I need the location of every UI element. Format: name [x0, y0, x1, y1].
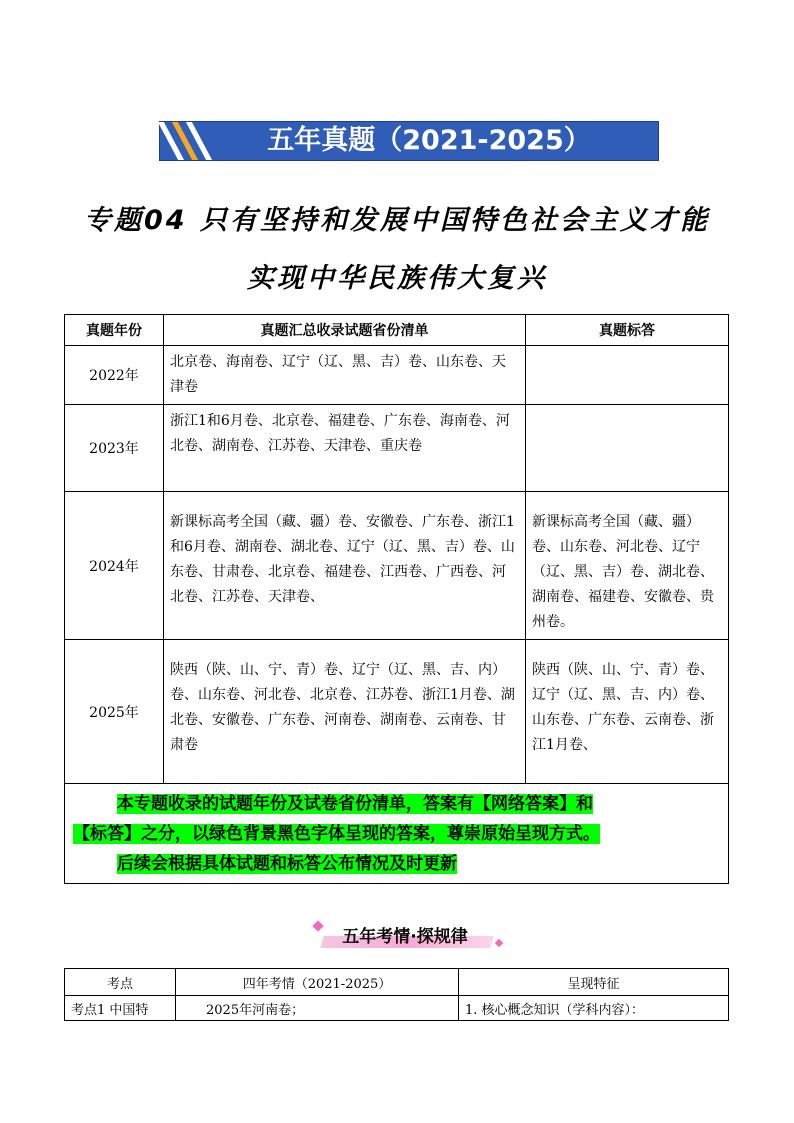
table-header-row [65, 969, 729, 996]
table-row [65, 640, 729, 784]
row-year: 2024年 [65, 492, 164, 640]
section-title: 五年考情·探规律 [342, 927, 468, 947]
row-year: 2025年 [65, 640, 164, 784]
header-feature: 呈现特征 [459, 969, 729, 996]
sparkle-icon [495, 939, 503, 947]
exam-list-table [64, 314, 729, 884]
cell-point: 考点1 中国特 [65, 996, 176, 1021]
section-heading [320, 920, 500, 950]
table-row [65, 405, 729, 492]
table-row [65, 996, 729, 1021]
table-row [65, 346, 729, 405]
header-list: 真题汇总收录试题省份清单 [164, 315, 526, 346]
title-banner [159, 121, 659, 161]
note-line-3: 后续会根据具体试题和标答公布情况及时更新 [117, 853, 457, 874]
table-row [65, 492, 729, 640]
row-year: 2023年 [65, 405, 164, 492]
note-line-2: 【标答】之分，以绿色背景黑色字体呈现的答案，尊崇原始呈现方式。 [73, 823, 600, 844]
topic-title-line-1: 专题04 只有坚持和发展中国特色社会主义才能 [84, 205, 710, 236]
row-list: 浙江1和6月卷、北京卷、福建卷、广东卷、海南卷、河北卷、湖南卷、江苏卷、天津卷、重庆卷 [164, 405, 526, 492]
header-years: 四年考情（2021-2025） [176, 969, 459, 996]
topic-title-line-2: 实现中华民族伟大复兴 [247, 263, 547, 294]
table-header-row [65, 315, 729, 346]
row-list: 陕西（陕、山、宁、青）卷、辽宁（辽、黑、吉、内）卷、山东卷、河北卷、北京卷、江苏卷、浙江1月卷、湖北卷、安徽卷、广东卷、河南卷、湖南卷、云南卷、甘肃卷 [164, 640, 526, 784]
row-tag: 新课标高考全国（藏、疆）卷、山东卷、河北卷、辽宁（辽、黑、吉）卷、湖北卷、湖南卷、福建卷、安徽卷、贵州卷。 [526, 492, 729, 640]
row-list: 新课标高考全国（藏、疆）卷、安徽卷、广东卷、浙江1和6月卷、湖南卷、湖北卷、辽宁（辽、黑、吉）卷、山东卷、甘肃卷、北京卷、福建卷、江西卷、广西卷、河北卷、江苏卷、天津卷、 [164, 492, 526, 640]
note-cell [65, 784, 729, 884]
row-tag: 陕西（陕、山、宁、青）卷、辽宁（辽、黑、吉、内）卷、山东卷、广东卷、云南卷、浙江1月卷、 [526, 640, 729, 784]
note-line-1: 本专题收录的试题年份及试卷省份清单，答案有【网络答案】和 [117, 793, 593, 814]
header-tag: 真题标答 [526, 315, 729, 346]
header-year: 真题年份 [65, 315, 164, 346]
banner-title: 五年真题（2021-2025） [267, 125, 591, 156]
note-row [65, 784, 729, 884]
row-year: 2022年 [65, 346, 164, 405]
exam-points-table [64, 968, 729, 1021]
row-tag [526, 405, 729, 492]
cell-years: 2025年河南卷； [176, 996, 459, 1021]
cell-feature: 1. 核心概念知识（学科内容）： [459, 996, 729, 1021]
header-point: 考点 [65, 969, 176, 996]
row-list: 北京卷、海南卷、辽宁（辽、黑、吉）卷、山东卷、天津卷 [164, 346, 526, 405]
row-tag [526, 346, 729, 405]
